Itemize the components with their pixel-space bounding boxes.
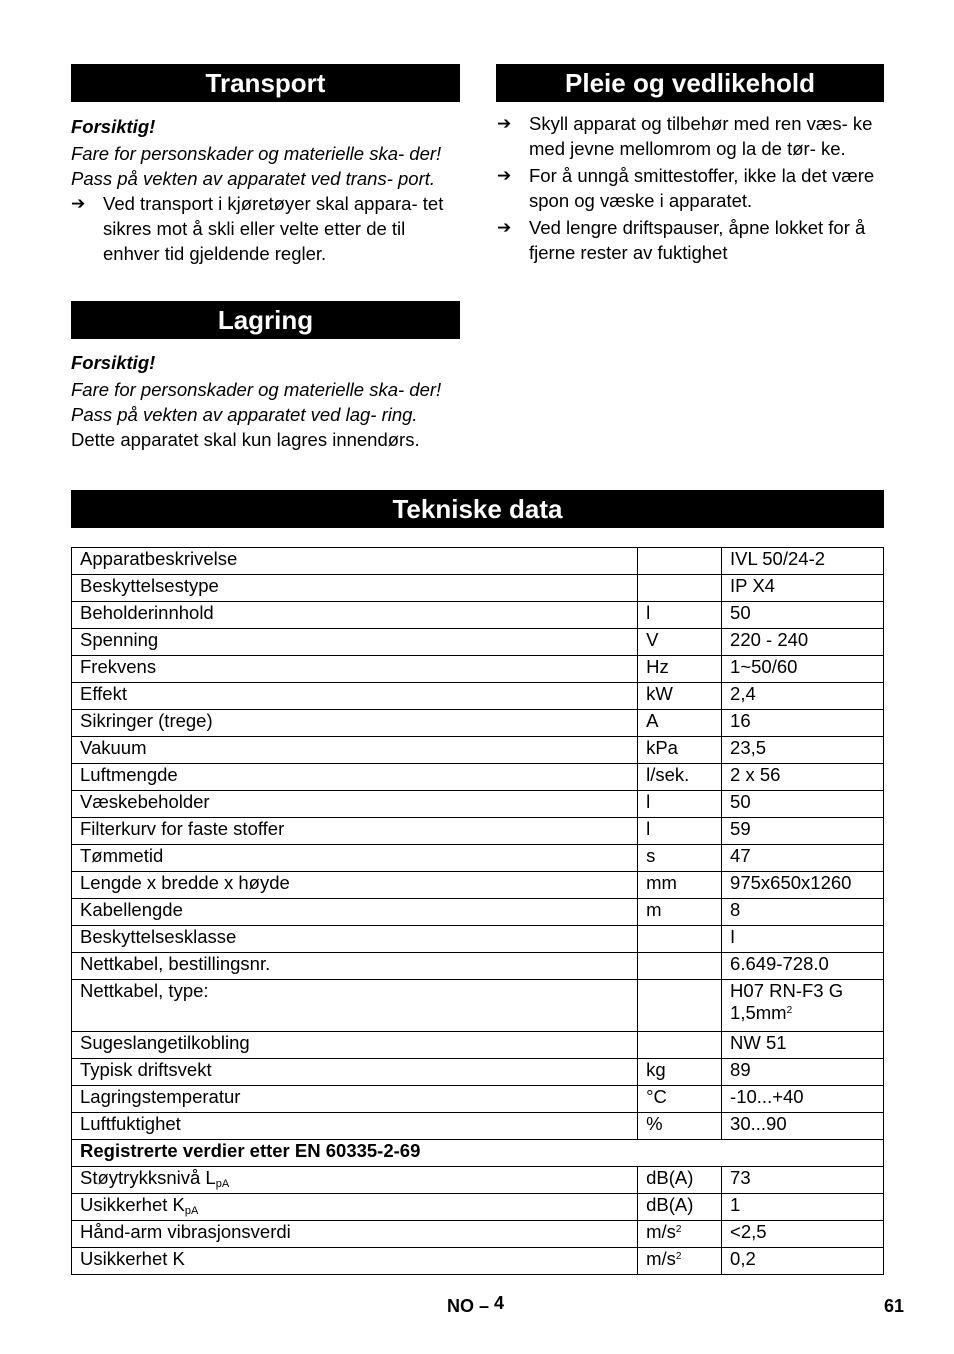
- row-unit: [638, 575, 722, 602]
- row-label: Apparatbeskrivelse: [72, 548, 638, 575]
- arrow-right-icon: ➔: [497, 166, 512, 185]
- row-unit: l/sek.: [638, 764, 722, 791]
- row-value: 2,4: [722, 683, 884, 710]
- pleie-bullet: [497, 163, 889, 213]
- row-value: 1~50/60: [722, 656, 884, 683]
- transport-warning-title: Forsiktig!: [71, 116, 156, 137]
- footer-dash: –: [479, 1296, 490, 1316]
- table-section-row: [72, 1140, 884, 1167]
- row-label: Luftfuktighet: [72, 1113, 638, 1140]
- row-label-text: Hånd-arm vibrasjonsverdi: [80, 1221, 291, 1242]
- row-value: 59: [722, 818, 884, 845]
- row-value-superscript: 2: [786, 1005, 793, 1016]
- row-value: 8: [722, 899, 884, 926]
- row-value: <2,5: [722, 1221, 884, 1248]
- footer-section-code: NO: [447, 1296, 474, 1316]
- table-row: [72, 980, 884, 1032]
- row-unit-superscript: 2: [675, 1224, 682, 1235]
- lagring-note: Dette apparatet skal kun lagres innendørs.: [71, 429, 420, 450]
- pleie-bullet-text: For å unngå smittestoffer, ikke la det være spon og væske i apparatet.: [529, 165, 875, 211]
- row-unit: s: [638, 845, 722, 872]
- row-label: Beholderinnhold: [72, 602, 638, 629]
- table-row: [72, 1032, 884, 1059]
- pleie-bullet: [497, 111, 889, 161]
- row-unit: %: [638, 1113, 722, 1140]
- row-value: IP X4: [722, 575, 884, 602]
- row-unit: [638, 548, 722, 575]
- transport-heading: Transport: [71, 64, 460, 102]
- arrow-right-icon: ➔: [71, 194, 86, 213]
- row-label: Lengde x bredde x høyde: [72, 872, 638, 899]
- table-row: [72, 710, 884, 737]
- row-unit: °C: [638, 1086, 722, 1113]
- row-label: Tømmetid: [72, 845, 638, 872]
- table-row: [72, 1167, 884, 1194]
- table-row: [72, 1059, 884, 1086]
- row-label: [72, 1221, 638, 1248]
- row-label-text: Støytrykksnivå L: [80, 1167, 216, 1188]
- row-label: [72, 1194, 638, 1221]
- table-row: [72, 791, 884, 818]
- row-unit: Hz: [638, 656, 722, 683]
- row-label: Sikringer (trege): [72, 710, 638, 737]
- transport-bullet: [71, 191, 463, 266]
- row-label: [72, 1167, 638, 1194]
- row-label: Kabellengde: [72, 899, 638, 926]
- row-unit: l: [638, 602, 722, 629]
- row-label: Sugeslangetilkobling: [72, 1032, 638, 1059]
- row-value: 30...90: [722, 1113, 884, 1140]
- row-value: I: [722, 926, 884, 953]
- footer-section-label: [447, 1293, 505, 1317]
- row-label: Filterkurv for faste stoffer: [72, 818, 638, 845]
- row-unit: [638, 980, 722, 1032]
- row-value-line2: 1,5mm: [730, 1002, 787, 1023]
- lagring-warning-text: Fare for personskader og materielle ska- der! Pass på vekten av apparatet ved lag- ring.: [71, 379, 442, 425]
- tekniske-data-heading: Tekniske data: [71, 490, 884, 528]
- pleie-bullet-text: Ved lengre driftspauser, åpne lokket for å fjerne rester av fuktighet: [529, 217, 866, 263]
- table-row: [72, 575, 884, 602]
- row-value: 89: [722, 1059, 884, 1086]
- transport-warning-text: Fare for personskader og materielle ska- der! Pass på vekten av apparatet ved trans- port.: [71, 143, 442, 189]
- row-unit-text: dB(A): [646, 1167, 694, 1188]
- table-row: [72, 818, 884, 845]
- row-unit: [638, 926, 722, 953]
- tech-data-table: [71, 547, 884, 1275]
- row-label: Lagringstemperatur: [72, 1086, 638, 1113]
- row-label: Luftmengde: [72, 764, 638, 791]
- lagring-warning-title: Forsiktig!: [71, 352, 156, 373]
- table-row: [72, 1221, 884, 1248]
- table-row: [72, 1086, 884, 1113]
- row-unit-text: m/s: [646, 1221, 676, 1242]
- transport-bullet-text: Ved transport i kjøretøyer skal appara- tet sikres mot å skli eller velte etter de til enhver tid gjeldende regler.: [103, 193, 444, 264]
- page-number: 61: [884, 1296, 905, 1316]
- row-unit: l: [638, 791, 722, 818]
- row-label-text: Usikkerhet K: [80, 1194, 185, 1215]
- lagring-heading: Lagring: [71, 301, 460, 339]
- table-row: [72, 926, 884, 953]
- row-unit-superscript: 2: [675, 1251, 682, 1262]
- row-unit: [638, 953, 722, 980]
- row-value: 47: [722, 845, 884, 872]
- row-label: Nettkabel, type:: [72, 980, 638, 1032]
- row-unit-text: m/s: [646, 1248, 676, 1269]
- row-label: Væskebeholder: [72, 791, 638, 818]
- row-label: Nettkabel, bestillingsnr.: [72, 953, 638, 980]
- row-unit: [638, 1167, 722, 1194]
- row-label: Spenning: [72, 629, 638, 656]
- row-unit: [638, 1221, 722, 1248]
- row-value: 6.649-728.0: [722, 953, 884, 980]
- row-unit: [638, 1194, 722, 1221]
- row-value: [722, 980, 884, 1032]
- row-label: Beskyttelsesklasse: [72, 926, 638, 953]
- row-unit: mm: [638, 872, 722, 899]
- pleie-bullet: [497, 215, 889, 265]
- table-row: [72, 548, 884, 575]
- table-row: [72, 656, 884, 683]
- row-value: 220 - 240: [722, 629, 884, 656]
- row-value-line1: H07 RN-F3 G: [730, 980, 844, 1001]
- table-row: [72, 1248, 884, 1275]
- table-row: [72, 953, 884, 980]
- row-value: 23,5: [722, 737, 884, 764]
- transport-section: [71, 114, 463, 266]
- row-value: 2 x 56: [722, 764, 884, 791]
- table-row: [72, 1113, 884, 1140]
- table-row: [72, 683, 884, 710]
- row-unit: [638, 1032, 722, 1059]
- lagring-section: [71, 350, 463, 452]
- row-unit: kW: [638, 683, 722, 710]
- table-row: [72, 629, 884, 656]
- row-value: 0,2: [722, 1248, 884, 1275]
- row-label-subscript: pA: [215, 1178, 230, 1190]
- row-unit: l: [638, 818, 722, 845]
- table-row: [72, 602, 884, 629]
- row-unit: kPa: [638, 737, 722, 764]
- section-title: Registrerte verdier etter EN 60335-2-69: [72, 1140, 884, 1167]
- row-label: Beskyttelsestype: [72, 575, 638, 602]
- pleie-heading: Pleie og vedlikehold: [496, 64, 884, 102]
- table-row: [72, 899, 884, 926]
- table-row: [72, 1194, 884, 1221]
- row-label: Frekvens: [72, 656, 638, 683]
- row-value: 975x650x1260: [722, 872, 884, 899]
- table-row: [72, 764, 884, 791]
- row-value: 50: [722, 791, 884, 818]
- row-value: 16: [722, 710, 884, 737]
- row-unit: m: [638, 899, 722, 926]
- row-value: 50: [722, 602, 884, 629]
- row-label: [72, 1248, 638, 1275]
- table-row: [72, 845, 884, 872]
- row-unit: V: [638, 629, 722, 656]
- row-value: 1: [722, 1194, 884, 1221]
- row-label-subscript: pA: [184, 1205, 199, 1217]
- row-unit-text: dB(A): [646, 1194, 694, 1215]
- row-unit: kg: [638, 1059, 722, 1086]
- table-row: [72, 872, 884, 899]
- row-unit: A: [638, 710, 722, 737]
- table-row: [72, 737, 884, 764]
- row-label: Typisk driftsvekt: [72, 1059, 638, 1086]
- row-value: 73: [722, 1167, 884, 1194]
- row-label-text: Usikkerhet K: [80, 1248, 185, 1269]
- row-value: -10...+40: [722, 1086, 884, 1113]
- pleie-section: [497, 111, 889, 265]
- row-value: IVL 50/24-2: [722, 548, 884, 575]
- row-label: Vakuum: [72, 737, 638, 764]
- arrow-right-icon: ➔: [497, 218, 512, 237]
- footer-section-page: 4: [494, 1293, 505, 1313]
- pleie-bullet-text: Skyll apparat og tilbehør med ren væs- ke med jevne mellomrom og la de tør- ke.: [529, 113, 873, 159]
- arrow-right-icon: ➔: [497, 114, 512, 133]
- row-value: NW 51: [722, 1032, 884, 1059]
- row-unit: [638, 1248, 722, 1275]
- row-label: Effekt: [72, 683, 638, 710]
